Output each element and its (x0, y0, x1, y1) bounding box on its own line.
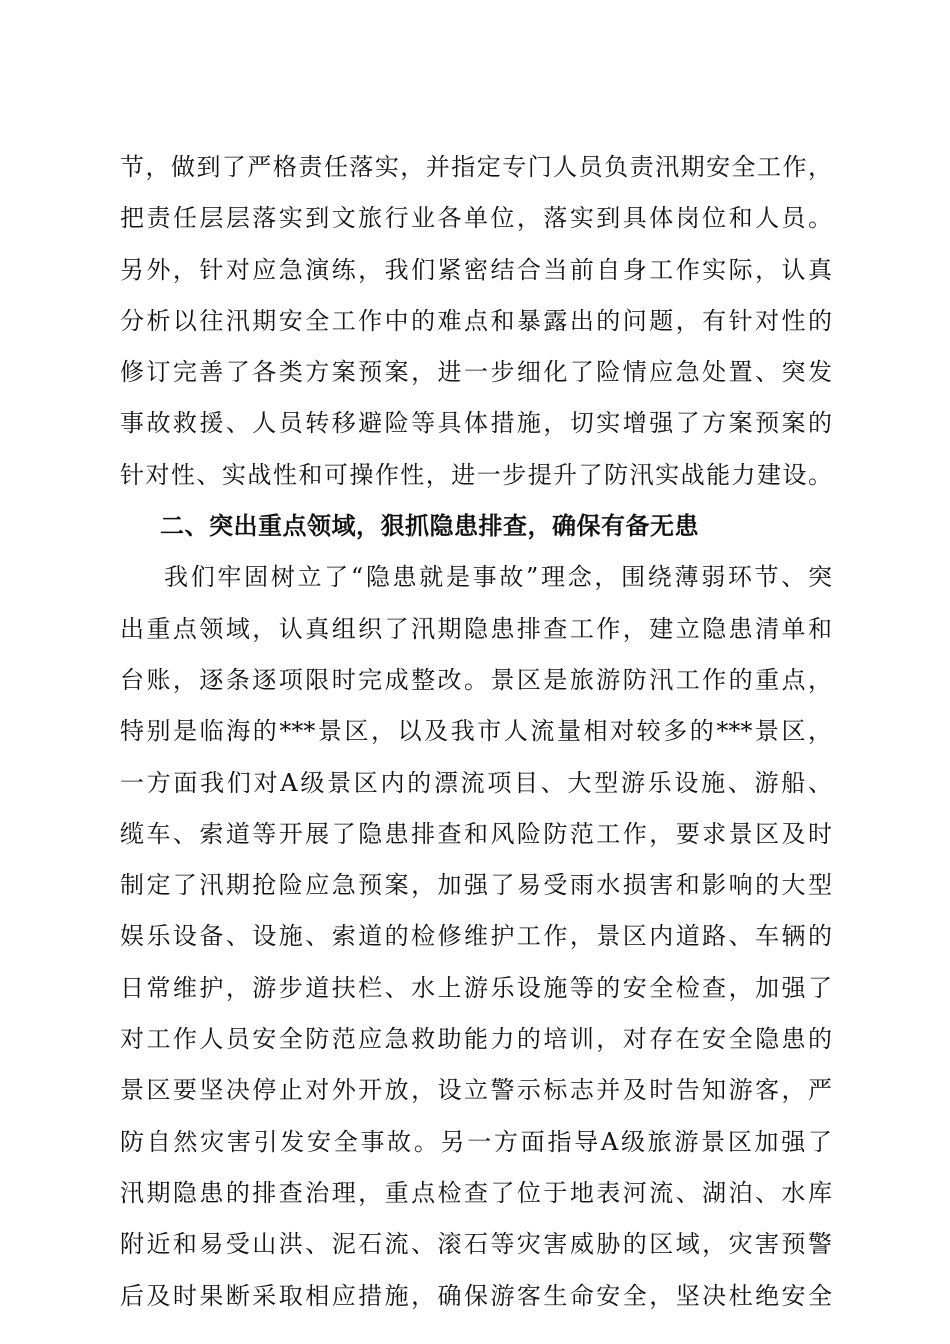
text-line: 景区要坚决停止对外开放，设立警示标志并及时告知游客，严 (120, 1076, 832, 1105)
text-line: 修订完善了各类方案预案，进一步细化了险情应急处置、突发 (120, 358, 832, 387)
text-line: 对工作人员安全防范应急救助能力的培训，对存在安全隐患的 (120, 1025, 832, 1054)
text-line: 缆车、索道等开展了隐患排查和风险防范工作，要求景区及时 (120, 819, 832, 848)
text-line: 针对性、实战性和可操作性，进一步提升了防汛实战能力建设。 (120, 460, 832, 489)
text-line: 特别是临海的***景区，以及我市人流量相对较多的***景区， (120, 717, 832, 746)
text-line: 另外，针对应急演练，我们紧密结合当前自身工作实际，认真 (120, 255, 832, 284)
text-line: 节，做到了严格责任落实，并指定专门人员负责汛期安全工作， (120, 153, 832, 181)
text-line: 一方面我们对A级景区内的漂流项目、大型游乐设施、游船、 (120, 768, 832, 797)
text-line: 娱乐设备、设施、索道的检修维护工作，景区内道路、车辆的 (120, 922, 832, 951)
text-line: 制定了汛期抢险应急预案，加强了易受雨水损害和影响的大型 (120, 871, 832, 900)
text-line: 附近和易受山洪、泥石流、滚石等灾害威胁的区域，灾害预警 (120, 1230, 832, 1259)
text-line: 出重点领域，认真组织了汛期隐患排查工作，建立隐患清单和 (120, 614, 832, 643)
text-line: 后及时果断采取相应措施，确保游客生命安全，坚决杜绝安全 (120, 1281, 832, 1310)
text-line: 汛期隐患的排查治理，重点检查了位于地表河流、湖泊、水库 (120, 1178, 832, 1207)
text-line: 我们牢固树立了“隐患就是事故”理念，围绕薄弱环节、突 (164, 563, 832, 592)
text-line: 防自然灾害引发安全事故。另一方面指导A级旅游景区加强了 (120, 1127, 832, 1156)
text-line: 事故救援、人员转移避险等具体措施，切实增强了方案预案的 (120, 409, 832, 438)
text-line: 台账，逐条逐项限时完成整改。景区是旅游防汛工作的重点， (120, 665, 832, 694)
section-heading: 二、突出重点领域，狠抓隐患排查，确保有备无患 (160, 512, 699, 541)
text-line: 把责任层层落实到文旅行业各单位，落实到具体岗位和人员。 (120, 204, 832, 233)
text-line: 分析以往汛期安全工作中的难点和暴露出的问题，有针对性的 (120, 306, 832, 335)
text-line: 日常维护，游步道扶栏、水上游乐设施等的安全检查，加强了 (120, 973, 832, 1002)
paragraph-hazard-inspection (120, 552, 832, 1321)
document-body (120, 142, 832, 1322)
paragraph-responsibility (120, 142, 832, 501)
